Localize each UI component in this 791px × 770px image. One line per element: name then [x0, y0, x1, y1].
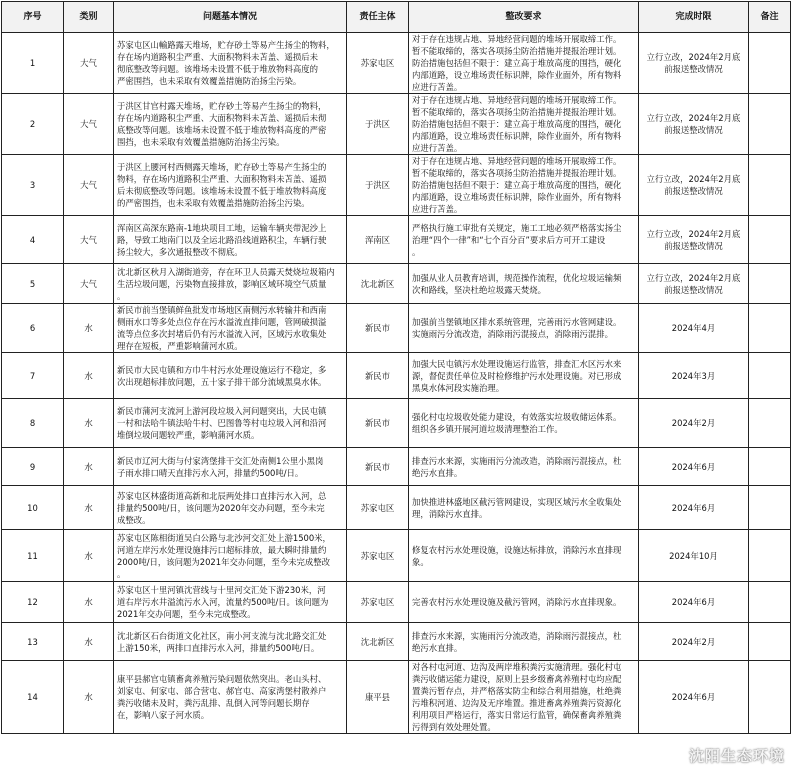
row-number: 14	[2, 661, 64, 734]
row-responsible: 新民市	[347, 448, 409, 486]
row-issue: 于洪区上腰河村西侧露天堆场，贮存砂土等易产生扬尘的 物料，存在场内道路积尘严重、大面积物料未苫盖、遥损 后未彻底整改等问题。该堆场未设置不低于堆放物料高度 的严密围挡，也未采取有效覆盖措施防治扬尘污染。	[114, 155, 347, 216]
row-issue: 新民市大民屯镇和方巾牛村污水处理设施运行不稳定，多 次出现超标排放问题，五十家子排干部分流域黑臭水体。	[114, 353, 347, 399]
row-deadline: 2024年2月	[639, 623, 749, 661]
row-note	[749, 216, 791, 264]
row-responsible: 沈北新区	[347, 623, 409, 661]
row-category: 水	[64, 486, 114, 530]
row-note	[749, 486, 791, 530]
row-issue: 沈北新区秋月入湖街道旁，存在环卫人员露天焚烧垃圾箱内 生活垃圾问题，污染物直接排放，影响区域环境空气质量 。	[114, 264, 347, 304]
row-responsible: 浑南区	[347, 216, 409, 264]
row-deadline: 2024年2月	[639, 399, 749, 448]
row-responsible: 康平县	[347, 661, 409, 734]
row-responsible: 新民市	[347, 399, 409, 448]
row-note	[749, 661, 791, 734]
row-note	[749, 582, 791, 623]
row-requirement: 强化村屯垃圾收处能力建设，有效落实垃圾收储运体系。 组织各乡镇开展河道垃圾清理整治工作。	[409, 399, 639, 448]
table-row	[2, 33, 791, 94]
row-deadline: 2024年6月	[639, 661, 749, 734]
row-issue: 于洪区甘官村露天堆场，贮存砂土等易产生扬尘的物料， 存在场内道路积尘严重、大面积物料未苫盖、遥损后未彻 底整改等问题。该堆场未设置不低于堆放物料高度的严密 围挡，也未采取有效覆盖措施防治扬尘污染。	[114, 94, 347, 155]
row-note	[749, 448, 791, 486]
table-row	[2, 623, 791, 661]
header-category: 类别	[64, 2, 114, 33]
row-deadline: 2024年4月	[639, 304, 749, 353]
watermark: 沈阳生态环境	[688, 747, 785, 765]
row-responsible: 新民市	[347, 353, 409, 399]
row-category: 水	[64, 448, 114, 486]
row-category: 水	[64, 582, 114, 623]
row-responsible: 苏家屯区	[347, 530, 409, 582]
row-number: 4	[2, 216, 64, 264]
row-responsible: 苏家屯区	[347, 486, 409, 530]
row-deadline: 立行立改，2024年2月底 前报送整改情况	[639, 155, 749, 216]
row-deadline: 2024年6月	[639, 486, 749, 530]
header-no: 序号	[2, 2, 64, 33]
row-number: 1	[2, 33, 64, 94]
row-responsible: 沈北新区	[347, 264, 409, 304]
table-row	[2, 448, 791, 486]
table-row	[2, 399, 791, 448]
row-category: 水	[64, 304, 114, 353]
table-row	[2, 264, 791, 304]
row-issue: 沈北新区石台街道文化社区，南小河支流与沈北路交汇处 上游150米，两排口直排污水入河，排量约500吨/日。	[114, 623, 347, 661]
row-requirement: 加强前当堡镇地区排水系统管理，完善雨污水管网建设。 实施雨污分流改造，消除雨污混接点，消除雨污混排。	[409, 304, 639, 353]
row-note	[749, 399, 791, 448]
row-issue: 新民市前当堡镇鲜鱼批发市场地区南侧污水转输井和西南 侧雨水口等多处点位存在污水溢流直排问题，管网破损溢 流等点位多次封堵后仍有污水溢流入河，区域污水收集处 理存在短板，严重影响蒲河水质。	[114, 304, 347, 353]
row-category: 水	[64, 530, 114, 582]
row-category: 大气	[64, 264, 114, 304]
row-note	[749, 530, 791, 582]
row-number: 10	[2, 486, 64, 530]
row-responsible: 于洪区	[347, 94, 409, 155]
table-row	[2, 582, 791, 623]
row-issue: 苏家屯区林盛街道高新和北辰两处排口直排污水入河，总 排量约500吨/日，该问题为2020年交办问题，至今未完 成整改。	[114, 486, 347, 530]
row-requirement: 加强从业人员教育培训，规范操作流程，优化垃圾运输频 次和路线，坚决杜绝垃圾露天焚烧。	[409, 264, 639, 304]
row-deadline: 2024年6月	[639, 448, 749, 486]
row-note	[749, 33, 791, 94]
row-deadline: 立行立改，2024年2月底 前报送整改情况	[639, 33, 749, 94]
row-issue: 浑南区高深东路南-1地块项目工地，运输车辆夹带泥沙上 路，导致工地南门以及全运北路沿线道路积尘，车辆行驶 扬尘较大，多次通报整改不彻底。	[114, 216, 347, 264]
row-deadline: 立行立改，2024年2月底 前报送整改情况	[639, 216, 749, 264]
row-note	[749, 623, 791, 661]
row-issue: 新民市辽河大街与付家湾堡排干交汇处南侧1公里小黑岗 子雨水排口晴天直排污水入河，排量约500吨/日。	[114, 448, 347, 486]
table-row	[2, 94, 791, 155]
header-deadline: 完成时限	[639, 2, 749, 33]
row-number: 3	[2, 155, 64, 216]
row-deadline: 2024年3月	[639, 353, 749, 399]
table-row	[2, 530, 791, 582]
row-issue: 苏家屯区陈相街道吴白公路与北沙河交汇处上游1500米， 河道左岸污水处理设施排污口超标排放，最大瞬时排量约 2000吨/日，该问题为2021年交办问题，至今未完成整改 。	[114, 530, 347, 582]
header-issue: 问题基本情况	[114, 2, 347, 33]
row-category: 水	[64, 399, 114, 448]
row-responsible: 苏家屯区	[347, 33, 409, 94]
rectification-table	[1, 1, 791, 734]
row-note	[749, 94, 791, 155]
row-requirement: 修复农村污水处理设施，设施达标排放，消除污水直排现 象。	[409, 530, 639, 582]
row-deadline: 2024年10月	[639, 530, 749, 582]
row-requirement: 严格执行施工审批有关规定，施工工地必须严格落实扬尘 治理“四个一律”和“七个百分百”要求后方可开工建设 。	[409, 216, 639, 264]
row-deadline: 2024年6月	[639, 582, 749, 623]
table-body	[2, 33, 791, 734]
row-requirement: 对于存在违规占地、异地经营问题的堆场开展取缔工作。 暂不能取缔的，落实各项扬尘防治措施并提报治理计划。 防治措施包括但不限于：建立高于堆放高度的围挡，硬化 内部道路，设立堆场责任标识牌，除作业面外，所有物料 应进行苫盖。	[409, 33, 639, 94]
row-responsible: 苏家屯区	[347, 582, 409, 623]
row-category: 大气	[64, 216, 114, 264]
row-deadline: 立行立改，2024年2月底 前报送整改情况	[639, 264, 749, 304]
table-row	[2, 216, 791, 264]
table-row	[2, 304, 791, 353]
row-number: 5	[2, 264, 64, 304]
row-number: 2	[2, 94, 64, 155]
row-note	[749, 353, 791, 399]
row-requirement: 加强大民屯镇污水处理设施运行监管，排查汇水区污水来 源，督促责任单位及时检修维护污水处理设施。对已形成 黑臭水体河段实施治理。	[409, 353, 639, 399]
row-requirement: 排查污水来源，实施雨污分流改造，消除雨污混接点，杜 绝污水直排。	[409, 448, 639, 486]
row-issue: 新民市蒲河支流河上游河段垃圾入河问题突出，大民屯镇 一村和法哈牛镇法哈牛村、巴图鲁等村屯垃圾入河和沿河 堆倒垃圾问题较严重，影响蒲河水质。	[114, 399, 347, 448]
row-number: 12	[2, 582, 64, 623]
table-row	[2, 353, 791, 399]
row-category: 水	[64, 353, 114, 399]
row-requirement: 对各村屯河道、边沟及两岸堆积粪污实施清理。强化村屯 粪污收储运能力建设，原则上县乡级畜禽养殖村屯均应配 置粪污暂存点，并严格落实防尘和综合利用措施，杜绝粪 污堆积河道、边沟及无序堆置。推进畜禽养殖粪污资源化 利用项目严格运行，落实日常运行监管，确保畜禽养殖粪 污得到有效处理处置。	[409, 661, 639, 734]
row-note	[749, 155, 791, 216]
row-number: 13	[2, 623, 64, 661]
row-responsible: 于洪区	[347, 155, 409, 216]
row-requirement: 排查污水来源，实施雨污分流改造，消除雨污混接点，杜 绝污水直排。	[409, 623, 639, 661]
row-number: 7	[2, 353, 64, 399]
row-category: 大气	[64, 94, 114, 155]
row-requirement: 对于存在违规占地、异地经营问题的堆场开展取缔工作。 暂不能取缔的，落实各项扬尘防治措施并提报治理计划。 防治措施包括但不限于：建立高于堆放高度的围挡，硬化 内部道路，设立堆场责任标识牌，除作业面外，所有物料 应进行苫盖。	[409, 155, 639, 216]
row-note	[749, 264, 791, 304]
header-responsible: 责任主体	[347, 2, 409, 33]
row-deadline: 立行立改，2024年2月底 前报送整改情况	[639, 94, 749, 155]
row-requirement: 对于存在违规占地、异地经营问题的堆场开展取缔工作。 暂不能取缔的，落实各项扬尘防治措施并提报治理计划。 防治措施包括但不限于：建立高于堆放高度的围挡，硬化 内部道路，设立堆场责任标识牌，除作业面外，所有物料 应进行苫盖。	[409, 94, 639, 155]
table-header-row	[2, 2, 791, 33]
row-number: 8	[2, 399, 64, 448]
row-requirement: 加快推进林盛地区截污管网建设，实现区域污水全收集处 理，消除污水直排。	[409, 486, 639, 530]
row-category: 大气	[64, 33, 114, 94]
row-requirement: 完善农村污水处理设施及截污管网，消除污水直排现象。	[409, 582, 639, 623]
row-number: 11	[2, 530, 64, 582]
table-row	[2, 486, 791, 530]
row-responsible: 新民市	[347, 304, 409, 353]
row-issue: 苏家屯区山輸路露天堆场，贮存砂土等易产生扬尘的物料， 存在场内道路积尘严重、大面积物料未苫盖、遥损后未 彻底整改等问题。该堆场未设置不低于堆放物料高度的 严密围挡，也未采取有效覆盖措施防治扬尘污染。	[114, 33, 347, 94]
row-note	[749, 304, 791, 353]
header-requirement: 整改要求	[409, 2, 639, 33]
header-note: 备注	[749, 2, 791, 33]
row-category: 水	[64, 661, 114, 734]
row-number: 6	[2, 304, 64, 353]
row-issue: 康平县郝官屯镇畜禽养殖污染问题依然突出。老山头村、 刘家屯、何家屯、部合营屯、郝官屯、高家湾堡村散养户 粪污收储未及时，粪污乱排、乱倒入河等问题长期存 在，影响八家子河水质。	[114, 661, 347, 734]
row-category: 大气	[64, 155, 114, 216]
row-number: 9	[2, 448, 64, 486]
table-row	[2, 661, 791, 734]
row-issue: 苏家屯区十里河镇沈营线与十里河交汇处下游230米，河 道右岸污水井溢流污水入河，流量约500吨/日。该问题为 2021年交办问题，至今未完成整改。	[114, 582, 347, 623]
row-category: 水	[64, 623, 114, 661]
table-row	[2, 155, 791, 216]
